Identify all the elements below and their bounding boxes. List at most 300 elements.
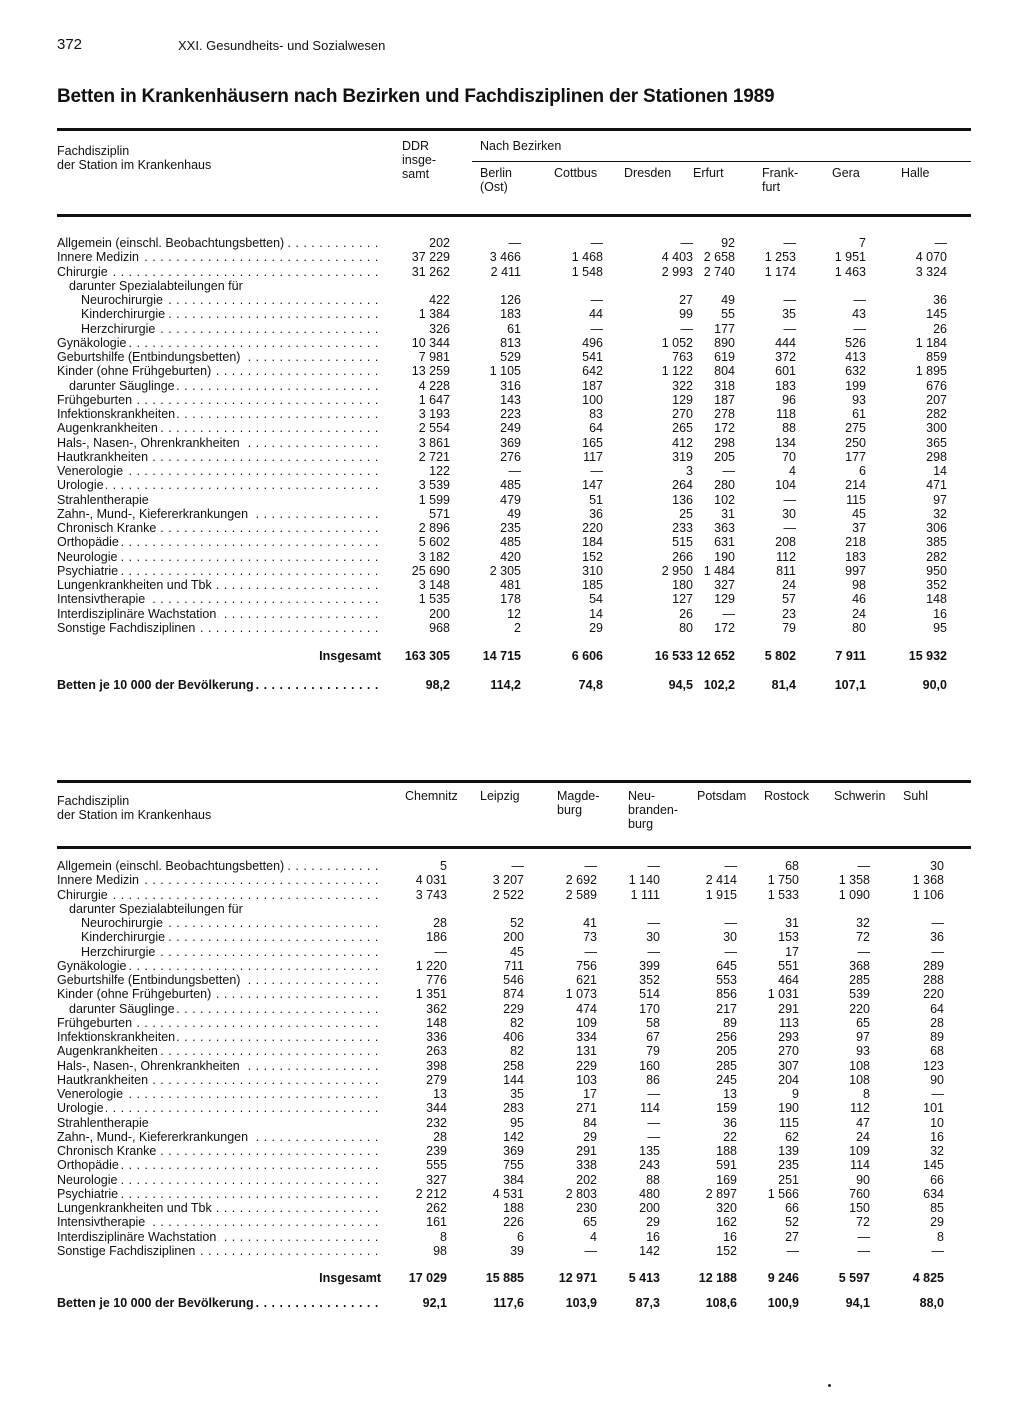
- table1-cell-DDR: 200: [429, 606, 450, 621]
- table1-cell-berlin: 2: [514, 620, 521, 635]
- table2-cell-schwerin: 112: [850, 1101, 870, 1116]
- table1-cell-halle: 97: [933, 492, 947, 507]
- table2-row-label-text: Kinderchirurgie: [57, 930, 167, 944]
- table1-row-label: [57, 493, 379, 507]
- table1-cell-frankfurt: 88: [782, 421, 796, 436]
- table1-header-frankfurt-line: furt: [762, 180, 781, 194]
- table1-cell-cottbus: 29: [589, 620, 603, 635]
- table1-row-label-text: Kinderchirurgie: [57, 307, 167, 321]
- table2-row-label: [57, 930, 379, 944]
- table1-cell-DDR: 37 229: [411, 250, 450, 265]
- table2-cell-rostock: 1 566: [767, 1186, 799, 1201]
- table1-cell-halle: 145: [926, 307, 947, 322]
- table1-cell-frankfurt: 23: [782, 606, 796, 621]
- table1-cell-cottbus: 220: [582, 521, 603, 535]
- table1-cell-gera: 93: [852, 392, 866, 407]
- table1-cell-erfurt: 619: [714, 350, 735, 364]
- table1-per-capita-berlin: 114,2: [490, 678, 521, 692]
- table2-cell-schwerin: —: [857, 1229, 870, 1244]
- table1-cell-halle: 676: [926, 378, 947, 393]
- table2-cell-potsdam: —: [724, 944, 737, 959]
- table1-row-label-text: Neurochirurgie: [57, 293, 165, 307]
- table2-per-capita-label-text: Betten je 10 000 der Bevölkerung: [57, 1296, 254, 1310]
- table1-cell-berlin: 12: [507, 606, 521, 621]
- table2-cell-rostock: 66: [785, 1201, 799, 1215]
- table1-cell-frankfurt: 70: [782, 449, 796, 464]
- table1-cell-gera: 1 951: [834, 250, 866, 265]
- table1-total-cottbus: 6 606: [571, 649, 603, 663]
- table1-cell-berlin: 479: [500, 492, 521, 507]
- table1-cell-dresden: 99: [679, 307, 693, 322]
- table1-cell-berlin: 2 305: [489, 563, 521, 578]
- table1-total-berlin: 14 715: [482, 649, 521, 663]
- table2-cell-potsdam: 30: [723, 930, 737, 945]
- table2-cell-chemnitz: 13: [433, 1087, 447, 1101]
- table1-cell-halle: 298: [926, 449, 947, 464]
- table2-row-label: [57, 902, 379, 916]
- table2-cell-magdeburg: —: [584, 1243, 597, 1258]
- table2-cell-potsdam: 645: [716, 958, 737, 973]
- table1-cell-erfurt: 129: [714, 592, 735, 607]
- table1-cell-erfurt: 55: [721, 307, 735, 322]
- table1-row-label: [57, 393, 379, 407]
- table2-cell-leipzig: 52: [510, 916, 524, 930]
- table2-cell-schwerin: 285: [849, 973, 870, 987]
- table1-cell-frankfurt: 208: [775, 535, 796, 550]
- table1-header-dresden-line: Dresden: [624, 166, 672, 180]
- table2-row-label-text: Infektionskrankheiten: [57, 1030, 176, 1044]
- table1-row-label: [57, 379, 379, 393]
- table2-cell-schwerin: 93: [856, 1044, 870, 1059]
- table2-cell-suhl: 29: [930, 1215, 944, 1230]
- table2-cell-neubrandenburg: 114: [640, 1101, 660, 1116]
- table2-cell-magdeburg: 334: [576, 1030, 597, 1044]
- table2-cell-chemnitz: 5: [440, 859, 447, 873]
- table2-cell-magdeburg: 131: [576, 1044, 597, 1059]
- table1-header-halle-line: Halle: [901, 166, 930, 180]
- table2-per-capita-suhl: 88,0: [919, 1296, 944, 1310]
- table1-cell-DDR: 968: [429, 620, 450, 635]
- table2-cell-neubrandenburg: 200: [639, 1201, 660, 1215]
- table2-cell-rostock: 139: [778, 1144, 799, 1158]
- table1-cell-gera: 214: [845, 478, 866, 493]
- table2-cell-chemnitz: 362: [426, 1001, 447, 1016]
- table2-cell-potsdam: 285: [716, 1058, 737, 1073]
- table1-row-label: [57, 564, 379, 578]
- table1-row-label-text: Psychiatrie: [57, 563, 119, 578]
- table1-cell-erfurt: 172: [714, 620, 735, 635]
- table1-cell-berlin: 485: [500, 478, 521, 493]
- table2-cell-suhl: 634: [923, 1186, 944, 1201]
- table2-cell-potsdam: 2 414: [705, 873, 737, 888]
- table2-cell-suhl: 85: [930, 1201, 944, 1215]
- table1-cell-gera: 6: [859, 464, 866, 478]
- table1-cell-gera: 45: [852, 506, 866, 521]
- table1-cell-cottbus: 147: [582, 478, 603, 493]
- table1-row-label: [57, 464, 379, 478]
- table2-header-rostock: [764, 789, 809, 803]
- table2-cell-leipzig: 283: [503, 1101, 524, 1116]
- table1-cell-cottbus: 1 548: [571, 264, 603, 279]
- table1-ddr-header-line: insge-: [402, 153, 437, 167]
- table2-cell-chemnitz: 327: [426, 1172, 447, 1187]
- table1-cell-DDR: 3 861: [418, 435, 450, 450]
- table2-cell-neubrandenburg: 29: [646, 1215, 660, 1230]
- table1-row-label: [57, 507, 379, 521]
- table1-row-label-text: Geburtshilfe (Entbindungsbetten): [57, 350, 241, 364]
- table2-cell-potsdam: 591: [716, 1158, 737, 1173]
- table2-cell-magdeburg: 41: [583, 916, 597, 930]
- table2-cell-chemnitz: 263: [426, 1044, 447, 1059]
- table1-cell-cottbus: 117: [583, 449, 603, 464]
- table2-row-label: [57, 1073, 379, 1087]
- table2-cell-neubrandenburg: 170: [639, 1001, 660, 1016]
- table2-cell-neubrandenburg: 79: [646, 1044, 660, 1059]
- table2-header-chemnitz-line: Chemnitz: [405, 789, 458, 803]
- table2-cell-rostock: 270: [778, 1044, 799, 1059]
- table2-cell-chemnitz: 28: [433, 1129, 447, 1144]
- table2-cell-potsdam: 553: [716, 973, 737, 987]
- table1-cell-frankfurt: 4: [789, 464, 796, 478]
- table1-row-label-text: Innere Medizin: [57, 250, 139, 265]
- table1-row-label-text: Gynäkologie: [57, 335, 127, 350]
- table1-row-label-text: Hautkrankheiten: [57, 449, 149, 464]
- table2-row-label: [57, 1173, 379, 1187]
- table1-row-label: [57, 436, 379, 450]
- table2-header-neubrandenburg-line: branden-: [628, 803, 679, 817]
- table2-per-capita-neubrandenburg: 87,3: [635, 1296, 660, 1310]
- table1-cell-frankfurt: 30: [782, 506, 796, 521]
- table2-cell-suhl: 101: [923, 1101, 944, 1116]
- table2-cell-rostock: 9: [792, 1087, 799, 1101]
- table1-cell-DDR: 326: [429, 321, 450, 336]
- table1-cell-gera: 7: [859, 236, 866, 250]
- table2-cell-suhl: 288: [923, 973, 944, 987]
- table1-header-berlin-line: Berlin: [480, 166, 512, 180]
- table2-cell-potsdam: 169: [716, 1172, 737, 1187]
- table1-cell-frankfurt: 96: [782, 392, 796, 407]
- table2-cell-schwerin: 114: [850, 1158, 870, 1173]
- table1-cell-gera: 218: [845, 535, 866, 550]
- table2-top-rule: [57, 780, 971, 783]
- table1-column-label-line2: der Station im Krankenhaus: [57, 158, 212, 172]
- table2-header-magdeburg-line: Magde-: [557, 789, 600, 803]
- table1-cell-berlin: 529: [500, 350, 521, 364]
- table2-per-capita-magdeburg: 103,9: [565, 1296, 597, 1310]
- table2-row-label-text: Neurochirurgie: [57, 916, 165, 930]
- table2-total-neubrandenburg: 5 413: [628, 1271, 660, 1285]
- table2-row-label-text: darunter Spezialabteilungen für: [57, 902, 245, 916]
- table1-cell-dresden: 1 122: [661, 364, 693, 379]
- table1-cell-frankfurt: 57: [782, 592, 796, 607]
- table2-total-potsdam: 12 188: [698, 1271, 737, 1285]
- table2-cell-suhl: 16: [930, 1129, 944, 1144]
- table2-cell-leipzig: 546: [503, 973, 524, 987]
- table1-header-berlin-line: (Ost): [480, 180, 508, 194]
- table1-cell-gera: 98: [852, 578, 866, 592]
- table1-cell-cottbus: —: [590, 464, 603, 478]
- table1-cell-DDR: 202: [429, 236, 450, 250]
- table1-cell-frankfurt: —: [783, 492, 796, 507]
- table1-row-label-text: darunter Spezialabteilungen für: [57, 279, 245, 293]
- table1-cell-DDR: 2 896: [418, 521, 450, 535]
- table1-group-rule: [472, 161, 971, 162]
- table1-cell-dresden: 80: [679, 620, 693, 635]
- table2-cell-suhl: 220: [923, 987, 944, 1002]
- table2-cell-chemnitz: 262: [426, 1201, 447, 1215]
- table2-cell-neubrandenburg: 135: [639, 1144, 660, 1158]
- table1-cell-dresden: 136: [672, 492, 693, 507]
- table1-cell-gera: —: [853, 293, 866, 307]
- table1-cell-gera: 275: [845, 421, 866, 436]
- table1-cell-DDR: 2 721: [418, 449, 450, 464]
- table2-cell-rostock: 307: [778, 1058, 799, 1073]
- table1-cell-gera: 24: [852, 606, 866, 621]
- table2-cell-leipzig: 142: [503, 1129, 524, 1144]
- table1-per-capita-label: [57, 678, 379, 692]
- table1-cell-cottbus: 1 468: [571, 250, 603, 265]
- table2-cell-rostock: 464: [778, 973, 799, 987]
- table1-row-label: [57, 407, 379, 421]
- table1-total-halle: 15 932: [908, 649, 947, 663]
- table2-cell-leipzig: 258: [503, 1058, 524, 1073]
- table1-cell-DDR: 2 554: [418, 421, 450, 436]
- table2-cell-rostock: 235: [778, 1158, 799, 1173]
- table2-cell-potsdam: 188: [716, 1144, 737, 1158]
- table1-header-frankfurt: [762, 166, 798, 194]
- table2-cell-magdeburg: 2 803: [565, 1186, 597, 1201]
- table2-header-leipzig: [480, 789, 520, 803]
- table2-per-capita-rostock: 100,9: [767, 1296, 799, 1310]
- table2-row-label-text: Gynäkologie: [57, 958, 127, 973]
- table1-header-gera: [832, 166, 860, 180]
- table1-cell-berlin: 369: [500, 435, 521, 450]
- table1-cell-DDR: 3 193: [418, 407, 450, 421]
- table1-cell-frankfurt: 134: [775, 435, 796, 450]
- table2-cell-chemnitz: 232: [426, 1115, 447, 1130]
- table1-cell-erfurt: 1 484: [703, 563, 735, 578]
- section-title: XXI. Gesundheits- und Sozialwesen: [178, 38, 386, 53]
- table2-cell-schwerin: 150: [849, 1201, 870, 1215]
- table1-cell-erfurt: 327: [714, 578, 735, 592]
- table1-cell-frankfurt: 79: [782, 620, 796, 635]
- table2-cell-rostock: 17: [785, 944, 799, 959]
- table1-cell-dresden: 2 993: [661, 264, 693, 279]
- table1-cell-cottbus: 187: [582, 378, 603, 393]
- table2-cell-neubrandenburg: 67: [646, 1030, 660, 1044]
- table2-row-label: [57, 1201, 379, 1215]
- table2-cell-magdeburg: 29: [583, 1129, 597, 1144]
- table2-cell-schwerin: 32: [856, 916, 870, 930]
- table1-cell-DDR: 5 602: [418, 535, 450, 550]
- table2-cell-neubrandenburg: 352: [639, 973, 660, 987]
- table2-row-label-text: Lungenkrankheiten und Tbk: [57, 1201, 212, 1215]
- table1-cell-halle: 306: [926, 521, 947, 535]
- table1-cell-halle: 471: [926, 478, 947, 493]
- table2-row-label: [57, 1101, 379, 1115]
- table2-per-capita-schwerin: 94,1: [845, 1296, 870, 1310]
- table2-cell-potsdam: 856: [716, 987, 737, 1002]
- table2-cell-suhl: —: [931, 1243, 944, 1258]
- table2-row-label-text: Orthopädie: [57, 1158, 119, 1173]
- table2-cell-schwerin: 8: [863, 1087, 870, 1101]
- table1-cell-berlin: 126: [500, 293, 521, 307]
- table1-cell-erfurt: 49: [721, 293, 735, 307]
- table1-cell-cottbus: 44: [589, 307, 603, 322]
- table2-cell-rostock: 113: [779, 1015, 799, 1030]
- table1-cell-dresden: 4 403: [661, 250, 693, 265]
- table2-total-suhl: 4 825: [912, 1271, 944, 1285]
- table1-cell-frankfurt: 24: [782, 578, 796, 592]
- table2-cell-rostock: 190: [778, 1101, 799, 1116]
- table1-cell-halle: 859: [926, 350, 947, 364]
- table1-per-capita-DDR: 98,2: [425, 678, 450, 692]
- table1-cell-dresden: 3: [686, 464, 693, 478]
- table1-per-capita-frankfurt: 81,4: [771, 678, 796, 692]
- table1-row-label: [57, 550, 379, 564]
- table2-header-chemnitz: [405, 789, 458, 803]
- table1-cell-DDR: 1 384: [418, 307, 450, 322]
- table2-cell-suhl: —: [931, 1087, 944, 1101]
- table1-cell-dresden: 26: [679, 606, 693, 621]
- table2-total-rostock: 9 246: [767, 1271, 799, 1285]
- table2-cell-leipzig: —: [511, 859, 524, 873]
- table1-cell-halle: 282: [926, 407, 947, 421]
- table2-row-label-text: Allgemein (einschl. Beobachtungsbetten): [57, 859, 285, 873]
- table2-total-schwerin: 5 597: [838, 1271, 870, 1285]
- table2-cell-suhl: 66: [930, 1172, 944, 1187]
- table1-cell-gera: 43: [852, 307, 866, 322]
- table1-cell-erfurt: 804: [714, 364, 735, 379]
- table2-per-capita-potsdam: 108,6: [705, 1296, 737, 1310]
- table1-cell-gera: 183: [845, 549, 866, 564]
- table2-cell-potsdam: 2 897: [705, 1186, 737, 1201]
- table2-cell-magdeburg: 84: [583, 1115, 597, 1130]
- table1-per-capita-halle: 90,0: [922, 678, 947, 692]
- table2-cell-leipzig: 874: [503, 987, 524, 1002]
- table2-cell-neubrandenburg: 399: [639, 958, 660, 973]
- table2-cell-leipzig: 45: [510, 944, 524, 959]
- table1-cell-gera: 413: [845, 350, 866, 364]
- table2-cell-leipzig: 755: [503, 1158, 524, 1173]
- table2-cell-leipzig: 82: [510, 1044, 524, 1059]
- table2-cell-chemnitz: 776: [426, 973, 447, 987]
- table2-row-label-text: darunter Säuglinge: [57, 1002, 177, 1016]
- table2-row-label-text: Kinder (ohne Frühgeburten): [57, 987, 212, 1002]
- table2-cell-neubrandenburg: 480: [639, 1186, 660, 1201]
- table1-row-label-text: Interdisziplinäre Wachstation: [57, 606, 217, 621]
- table2-cell-magdeburg: 73: [583, 930, 597, 945]
- table2-cell-schwerin: 109: [849, 1144, 870, 1158]
- table1-cell-frankfurt: —: [783, 293, 796, 307]
- table1-cell-frankfurt: 1 174: [764, 264, 796, 279]
- table1-row-label: [57, 421, 379, 435]
- table2-cell-leipzig: 406: [503, 1030, 524, 1044]
- table2-cell-magdeburg: —: [584, 944, 597, 959]
- table2-row-label: [57, 1116, 379, 1130]
- table1-top-rule: [57, 128, 971, 131]
- stray-dot: [828, 1384, 831, 1387]
- table1-cell-gera: 115: [846, 492, 866, 507]
- table1-row-label-text: Infektionskrankheiten: [57, 407, 176, 421]
- table1-header-erfurt-line: Erfurt: [693, 166, 724, 180]
- table2-cell-schwerin: 1 090: [838, 887, 870, 902]
- table2-row-label: [57, 1130, 379, 1144]
- table1-cell-frankfurt: 1 253: [764, 250, 796, 265]
- table1-cell-gera: 46: [852, 592, 866, 607]
- table1-cell-dresden: 25: [679, 506, 693, 521]
- table2-cell-neubrandenburg: 58: [646, 1015, 660, 1030]
- table2-cell-magdeburg: 291: [576, 1144, 597, 1158]
- table2-cell-leipzig: 39: [510, 1243, 524, 1258]
- table2-cell-suhl: —: [931, 944, 944, 959]
- table1-cell-halle: 365: [926, 435, 947, 450]
- table1-row-label: [57, 250, 379, 264]
- table1-header-frankfurt-line: Frank-: [762, 166, 799, 180]
- table1-per-capita-cottbus: 74,8: [578, 678, 603, 692]
- table1-per-capita-label-text: Betten je 10 000 der Bevölkerung: [57, 678, 254, 692]
- table2-cell-magdeburg: 229: [576, 1058, 597, 1073]
- table1-cell-berlin: 3 466: [489, 250, 521, 265]
- table2-cell-chemnitz: 2 212: [415, 1186, 447, 1201]
- table2-cell-neubrandenburg: 86: [646, 1072, 660, 1087]
- table1-cell-dresden: 319: [672, 449, 693, 464]
- table1-row-label-text: Hals-, Nasen-, Ohrenkrankheiten: [57, 435, 240, 450]
- table2-cell-leipzig: 200: [503, 930, 524, 945]
- table2-cell-chemnitz: 4 031: [415, 873, 447, 888]
- table1-cell-halle: 32: [933, 506, 947, 521]
- table2-cell-leipzig: 6: [517, 1229, 524, 1244]
- table2-cell-neubrandenburg: —: [647, 1087, 660, 1101]
- page-title: Betten in Krankenhäusern nach Bezirken und Fachdisziplinen der Stationen 1989: [57, 86, 775, 107]
- table2-cell-leipzig: 711: [504, 958, 524, 973]
- table2-cell-suhl: 90: [930, 1072, 944, 1087]
- table2-cell-leipzig: 229: [503, 1001, 524, 1016]
- table2-cell-schwerin: —: [857, 1243, 870, 1258]
- table2-header-schwerin: [834, 789, 885, 803]
- table1-total-DDR: 163 305: [404, 649, 450, 663]
- table2-header-rostock-line: Rostock: [764, 789, 810, 803]
- table1-cell-cottbus: 36: [589, 506, 603, 521]
- table2-row-label: [57, 945, 379, 959]
- table1-cell-berlin: —: [508, 236, 521, 250]
- table2-row-label-text: Hautkrankheiten: [57, 1072, 149, 1087]
- table2-cell-leipzig: 4 531: [492, 1186, 524, 1201]
- table2-cell-rostock: 27: [785, 1229, 799, 1244]
- table1-cell-erfurt: 172: [714, 421, 735, 436]
- table2-cell-neubrandenburg: 243: [639, 1158, 660, 1173]
- table2-cell-leipzig: 2 522: [492, 887, 524, 902]
- table2-row-label-text: Geburtshilfe (Entbindungsbetten): [57, 973, 241, 987]
- table1-cell-DDR: 13 259: [411, 364, 450, 379]
- table1-cell-cottbus: —: [590, 293, 603, 307]
- table2-cell-neubrandenburg: 88: [646, 1172, 660, 1187]
- table1-cell-erfurt: 890: [714, 335, 735, 350]
- table2-row-label-text: Herzchirurgie: [57, 945, 157, 959]
- table2-cell-leipzig: 95: [510, 1115, 524, 1130]
- table1-cell-cottbus: 642: [582, 364, 603, 379]
- table1-row-label: [57, 364, 379, 378]
- table1-cell-frankfurt: —: [783, 521, 796, 535]
- table2-cell-schwerin: 108: [849, 1072, 870, 1087]
- table2-cell-schwerin: 24: [856, 1129, 870, 1144]
- table2-row-label-text: Interdisziplinäre Wachstation: [57, 1229, 217, 1244]
- table2-cell-magdeburg: 4: [590, 1229, 597, 1244]
- table2-cell-neubrandenburg: —: [647, 944, 660, 959]
- table1-ddr-header-line: DDR: [402, 139, 430, 153]
- table1-cell-erfurt: 92: [721, 236, 735, 250]
- table1-row-label-text: Kinder (ohne Frühgeburten): [57, 364, 212, 379]
